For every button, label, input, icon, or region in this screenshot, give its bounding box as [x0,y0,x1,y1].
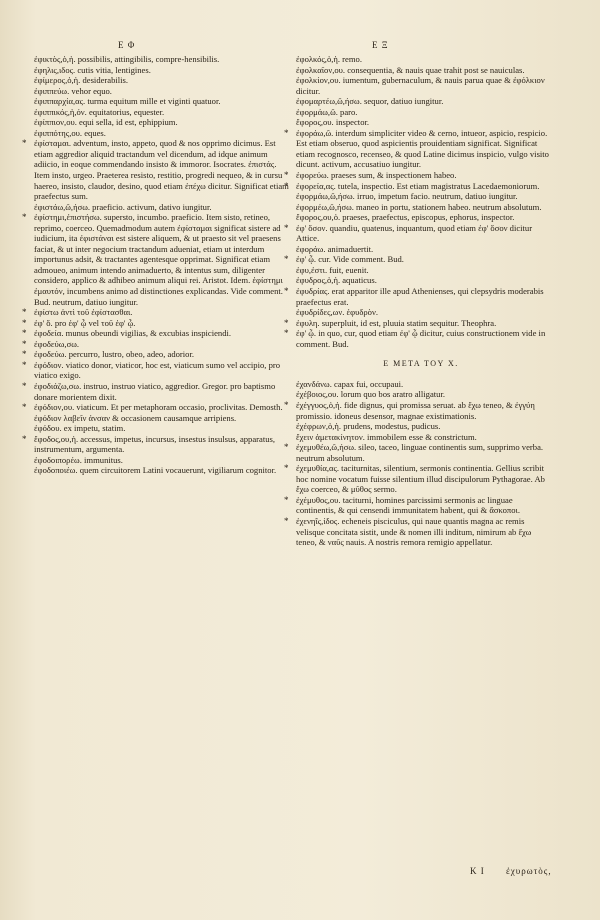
dictionary-entry: ἐφορμάω,ῶ. paro. [296,106,358,117]
dictionary-entry: ἔχειν ἀμετακίνητον. immobilem esse & constrictum. [296,431,477,442]
dictionary-entry: * ἐφ' ᾧ. in quo, cur, quod etiam ἐφ' ᾧ dicitur, cuius constructionem vide in comment. Bud. [290,328,552,349]
dictionary-entry: * ἐχέμυθος,ου. taciturni, homines parcissimi sermonis ac linguae continentis, & qui censendi immunitatem habent, qui & ἄσκοποι. [290,495,552,516]
dictionary-entry: ἐφοράω. animaduertit. [296,243,374,254]
dictionary-entry: ἐφολκός,ὁ,ἡ. remo. [296,54,362,64]
dictionary-entry: * ἐφυδρίας. erat apparitor ille apud Athenienses, qui clepsydris moderabis praefectus erat. [290,286,552,307]
dictionary-entry: * ἐφοδεύω,σω. [28,339,290,350]
dictionary-entry: ἐφυ,ἐστι. fuit, euenit. [296,264,369,275]
dictionary-entry: * ἐφ' ὅ. pro ἐφ' ᾧ vel τοῦ ἐφ' ᾧ. [28,318,290,329]
right-column-top [290,54,552,349]
dictionary-entry: * ἐχεμυθέω,ῶ,ήσω. sileo, taceo, linguae continentis sum, supprimo verba. neutrum absolutum. [290,442,552,463]
dictionary-entry: ἐχέβοιος,ου. lorum quo bos aratro alligatur. [296,389,446,400]
dictionary-entry: * ἐχενηΐς,ίδος. echeneis pisciculus, qui naue quantis magna ac remis velisque concitata sistit, unde & nomen illi inditum, nimirum ab ἔχω teneo, & ναῦς nauis. A nostris remora remigio appellatur. [290,516,552,548]
dictionary-entry: ἐφυδρίδες,ων. ἐφυδρὸν. [296,307,379,318]
right-column-bottom [290,379,552,548]
dictionary-entry: ἐφορμέω,ῶ,ήσω. maneo in portu, stationem habeo. neutrum absolutum. [296,201,542,212]
dictionary-entry: ἐφιστάω,ῶ,ήσω. praeficio. activum, dativo iungitur. [34,201,212,212]
dictionary-entry: * ἐφ' ὅσον. quandiu, quatenus, inquantum, quod etiam ἐφ' ὅσον dicitur Attice. [290,223,552,244]
dictionary-entry: ἐφοδοιπορέω. immunitus. [34,454,123,465]
dictionary-entry: * ἐχέγγυος,ὁ,ἡ. fide dignus, qui promissa seruat. ab ἔχω teneo, & ἐγγύη promissio. idoneus desensor, magnae existimationis. [290,400,552,421]
dictionary-entry: ἐφίμερος,ὁ,ἡ. desiderabilis. [34,75,129,86]
dictionary-entry: ἐφομαρτέω,ῶ,ήσω. sequor, datiuo iungitur. [296,96,444,107]
running-head-left: E Φ [118,40,136,50]
dictionary-entry: ἔφορος,ου. inspector. [296,117,370,128]
dictionary-entry: * ἐφοδεύω. percurro, lustro, obeo, adeo, adorior. [28,349,290,360]
dictionary-entry: ἐχέφρων,ὁ,ἡ. prudens, modestus, pudicus. [296,421,441,432]
dictionary-entry: ἐφιππεύω. vehor equo. [34,85,112,96]
dictionary-entry: ἐφορμάω,ῶ,ήσω. irruo, impetum facio. neutrum, datiuo iungitur. [296,191,518,202]
dictionary-entry: * ἐφοράω,ῶ. interdum simpliciter video & cerno, intueor, aspicio, respicio. Est etiam obseruo, quod aspicientis prouidentiam significat. Significat etiam recognosco, recenseo, & quod Latine dicimus inspicio, vulgo visito dicunt. activum, accusatiuo iungitur. [290,128,552,170]
catchword-signature: K I [470,866,485,876]
left-column [28,54,290,476]
dictionary-entry: * ἐφόδιον,ου. viaticum. Et per metaphoram occasio, proclivitas. Demosth. ἐφόδιον λαβεῖν ἀνσαν & occasionem causamque arripiens. [28,402,290,423]
dictionary-entry: ἔφορος,ου,ὁ. praeses, praefectus, episcopus, ephorus, inspector. [296,212,515,223]
dictionary-entry: * ἐφόδιον. viatico donor, viaticor, hoc est, viaticum sumo vel accipio, pro viatico exigo. [28,360,290,381]
dictionary-entry: ἐφολκαῖον,ου. consequentia, & nauis quae trahit post se nauiculas. [296,64,525,75]
dictionary-entry: ἐφιππαρχία,ας. turma equitum mille et viginti quatuor. [34,96,221,107]
dictionary-entry: * ἐφ' ᾧ. cur. Vide comment. Bud. [290,254,552,265]
catchword-next: ἐχυρωτὸς, [506,866,552,876]
dictionary-entry: * ἐχεμυθία,ας. taciturnitas, silentium, sermonis continentia. Gellius scribit hoc nomine vocatum fuisse silentium illud discipulorum Pythagorae. Ab ἔχω coerceo, & μῦθος sermo. [290,463,552,495]
dictionary-entry: ἐφιππικός,ἡ,όν. equitatorius, equester. [34,106,165,117]
dictionary-entry: ἐφίππιον,ου. equi sella, id est, ephippium. [34,117,178,128]
running-head-right: E Ξ [372,40,389,50]
dictionary-entry: * ἐφορεύω. praeses sum, & inspectionem habeo. [290,170,552,181]
dictionary-entry: * ἐφορεία,ας. tutela, inspectio. Est etiam magistratus Lacedaemoniorum. [290,181,552,192]
dictionary-entry: * ἐφίσταμαι. adventum, insto, appeto, quod & nos opprimo dicimus. Est etiam aggredior aliquid tractandum vel dicendum, ad idque animum adiicio, in eoque commendando insisto & immoror. Isocrates. ἐπιστάς. Item insto, urgeo. Praeterea resisto, restitio, progredi nequeo, & in cursu haereo, insisto, claudor, desino, quod etiam ἐπέχω dicitur. Significat etiam praefectus sum. [28,138,290,201]
dictionary-entry: * ἐφυλη. superpluit, id est, pluuia statim sequitur. Theophra. [290,318,552,329]
dictionary-entry: ἐφόδου. ex impetu, statim. [34,423,126,434]
dictionary-entry: * ἐφοδεία. munus obeundi vigilias, & excubias inspiciendi. [28,328,290,339]
dictionary-entry: * ἐφίστημι,ἐπιστήσω. supersto, incumbo. praeficio. Item sisto, retineo, reprimo, coerceo. Quemadmodum autem ἐφίσταμαι significat sistere ad iudicium, ita ἐφιστάναι est sistere aliquem, & ut praesto sit vel praesens faciat, & ut inter negocium tractandum adueniat, etiam ut interdum importunus adsit, & tractantes agentesque opprimat. Significat etiam admoueo, animum intendo animaduerto, & intentus sum, diligenter considero, applico & adhibeo animum aliqui rei. Aristot. Idem. ἐφίστημι ἐμαυτόν, incumbens animo ad distinctiones explicandas. Vide comment. Bud. neutrum, datiuo iungitur. [28,212,290,307]
dictionary-entry: * ἐφίστω ἀντὶ τοῦ ἐφίστασθαι. [28,307,290,318]
dictionary-entry: * ἐφοδιάζω,σω. instruo, instruo viatico, aggredior. Gregor. pro baptismo donare morientem dixit. [28,381,290,402]
dictionary-entry: ἐφηλις,ιδος. cutis vitia, lentigines. [34,64,151,75]
catchwords [470,866,570,876]
dictionary-entry: ἐχανδάνω. capax fui, occupaui. [296,378,404,389]
dictionary-entry: ἐφολκίον,ου. iumentum, gubernaculum, & nauis parua quae & ἐφόλκιον dicitur. [296,75,545,96]
right-column [290,54,552,548]
dictionary-entry: ἐφοδοποιέω. quem circuitorem Latini vocauerunt, vigiliarum cognitor. [34,465,277,476]
section-heading: E META TOY X. [383,359,459,369]
dictionary-entry: ἐφικτὸς,ὁ,ἡ. possibilis, attingibilis, compre-hensibilis. [34,54,220,64]
dictionary-entry: ἐφυδρος,ὁ,ἡ. aquaticus. [296,275,377,286]
dictionary-entry: ἐφιππότης,ου. eques. [34,127,106,138]
dictionary-entry: * ἔφοδος,ου,ἡ. accessus, impetus, incursus, insestus insulsus, apparatus, instrumentum, argumenta. [28,434,290,455]
